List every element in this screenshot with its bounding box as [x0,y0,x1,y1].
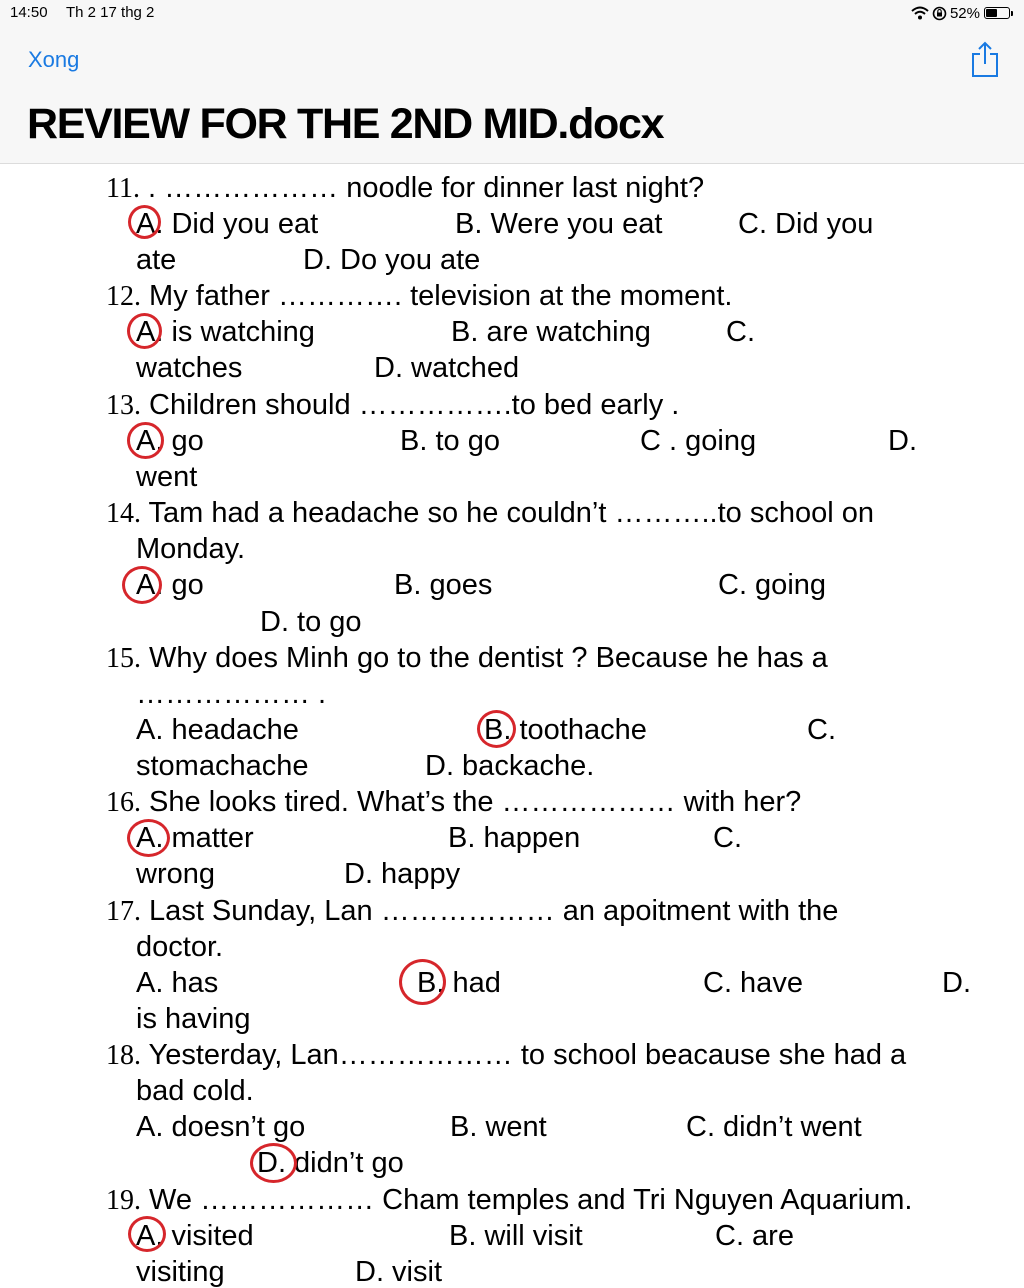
question-text: My father …………. television at the moment. [141,280,733,312]
q15-option-d: D. backache. [425,750,595,782]
q13-option-d: D. [888,425,917,457]
q18-option-c: C. didn’t went [686,1111,862,1143]
question-17-stem [106,897,838,926]
q19-option-b: B. will visit [449,1220,583,1252]
q12-option-b: B. are watching [451,316,651,348]
question-number: 16. [106,787,141,818]
q18-option-a: A. doesn’t go [136,1111,306,1143]
q15-answer-mark [477,710,516,748]
q19-option-c-continued: visiting [136,1256,225,1288]
q11-answer-mark [128,205,161,239]
q11-option-d: D. Do you ate [303,244,481,276]
q16-option-c-continued: wrong [136,858,215,890]
question-text: Last Sunday, Lan ……………… an apoitment with the [141,895,839,927]
wifi-icon [911,6,929,20]
q11-option-b: B. Were you eat [455,208,663,240]
q11-option-c: C. Did you [738,208,874,240]
orientation-lock-icon [932,6,947,21]
question-12-stem [106,282,732,311]
question-text: Yesterday, Lan……………… to school beacause she had a [141,1039,907,1071]
question-number: 18. [106,1040,141,1071]
done-button[interactable]: Xong [28,47,80,72]
question-text: Why does Minh go to the dentist ? Because he has a [141,642,828,674]
question-number: 12. [106,281,141,312]
q13-answer-mark [127,422,164,459]
q12-answer-mark [127,313,162,349]
q15-option-b: B. toothache [484,714,647,746]
battery-percentage: 52% [949,4,980,22]
q13-option-b: B. to go [400,425,500,457]
toolbar-header [0,0,1024,164]
document-title: REVIEW FOR THE 2ND MID.docx [27,100,664,148]
q16-option-a: A. matter [136,822,254,854]
question-text: Children should …………….to bed early . [141,389,680,421]
q17-option-c: C. have [703,967,803,999]
question-number: 13. [106,390,141,421]
question-text: . ……………… noodle for dinner last night? [139,172,705,204]
q11-option-c-continued: ate [136,244,177,276]
q15-option-a: A. headache [136,714,299,746]
q17-option-d: D. [942,967,971,999]
question-18-stem-continued: bad cold. [136,1075,254,1107]
question-13-stem [106,391,679,420]
question-14-stem-continued: Monday. [136,533,246,565]
question-number: 14. [106,498,141,529]
q17-option-a: A. has [136,967,219,999]
question-11-stem [106,174,704,203]
question-number: 19. [106,1185,141,1216]
q18-option-b: B. went [450,1111,547,1143]
question-17-stem-continued: doctor. [136,931,224,963]
q14-option-a: A. go [136,569,204,601]
q19-option-a: A. visited [136,1220,254,1252]
q11-option-a: A. Did you eat [136,208,319,240]
q12-option-a: A. is watching [136,316,315,348]
q15-option-c: C. [807,714,836,746]
q12-option-d: D. watched [374,352,520,384]
q14-option-b: B. goes [394,569,493,601]
q16-option-d: D. happy [344,858,461,890]
status-time: 14:50 [10,4,48,21]
status-indicators [908,3,1010,23]
question-text: We ……………… Cham temples and Tri Nguyen Aquarium. [141,1184,913,1216]
question-number: 17. [106,896,141,927]
q13-option-c: C . going [640,425,757,457]
q14-answer-mark [122,566,162,604]
q14-option-c: C. going [718,569,827,601]
q13-option-a: A. go [136,425,204,457]
q19-answer-mark [128,1216,166,1252]
question-14-stem [106,499,874,528]
question-16-stem [106,788,801,817]
status-date: Th 2 17 thg 2 [66,4,155,21]
question-18-stem [106,1041,906,1070]
share-icon[interactable] [968,40,1002,78]
q13-option-d-continued: went [136,461,198,493]
question-15-stem [106,644,828,673]
battery-icon [984,7,1010,19]
q15-option-c-continued: stomachache [136,750,309,782]
question-19-stem [106,1186,912,1215]
q18-answer-mark [250,1143,297,1183]
q16-option-b: B. happen [448,822,581,854]
q19-option-d: D. visit [355,1256,442,1288]
q17-option-d-continued: is having [136,1003,251,1035]
battery-level-fill [986,9,997,17]
q18-option-d: D. didn’t go [257,1147,404,1179]
q19-option-c: C. are [715,1220,794,1252]
question-number: 15. [106,643,141,674]
question-text: Tam had a headache so he couldn’t ………..to school on [141,497,874,529]
question-number: 11. [106,173,140,204]
q12-option-c-continued: watches [136,352,243,384]
question-15-stem-continued: ……………… . [136,678,327,710]
q12-option-c: C. [726,316,755,348]
q17-answer-mark [399,959,446,1005]
q17-option-b: B. had [417,967,501,999]
q16-option-c: C. [713,822,742,854]
question-text: She looks tired. What’s the ……………… with her? [141,786,802,818]
q16-answer-mark [127,819,170,857]
status-bar [0,0,1024,28]
q14-option-d: D. to go [260,606,362,638]
